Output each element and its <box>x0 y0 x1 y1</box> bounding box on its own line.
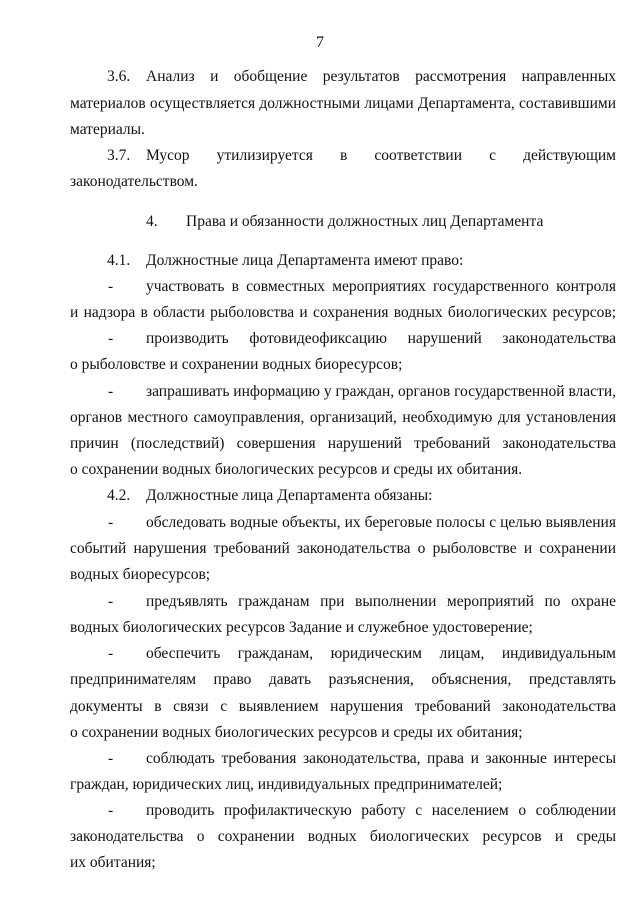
right-1-line-1: участвовать в совместных мероприятиях государственного контроля <box>146 278 616 295</box>
duty-5-line-3: их обитания; <box>70 854 156 871</box>
clause-number-3-7: 3.7. <box>107 147 131 164</box>
bullet-dash: - <box>108 645 114 662</box>
clause-4-1-text: Должностные лица Департамента имеют право: <box>146 252 464 269</box>
duty-1-line-2: событий нарушения требований законодательства о рыболовстве и сохранении <box>70 540 616 557</box>
duty-3-line-2: предпринимателям право давать разъяснения, объяснения, представлять <box>70 671 616 688</box>
bullet-dash: - <box>108 330 114 347</box>
section-4-number: 4. <box>146 213 158 230</box>
bullet-dash: - <box>108 750 114 767</box>
right-2-line-2: о рыболовстве и сохранении водных биоресурсов; <box>70 356 403 373</box>
duty-3-line-4: о сохранении водных биологических ресурсов и среды их обитания; <box>70 724 523 741</box>
right-2-line-1: производить фотовидеофиксацию нарушений законодательства <box>146 330 616 347</box>
bullet-dash: - <box>108 802 114 819</box>
bullet-dash: - <box>108 278 114 295</box>
duty-4-line-2: граждан, юридических лиц, индивидуальных предпринимателей; <box>70 776 503 793</box>
clause-3-7-line-1: Мусор утилизируется в соответствии с действующим <box>146 147 616 164</box>
clause-4-2-text: Должностные лица Департамента обязаны: <box>146 487 433 504</box>
clause-number-4-1: 4.1. <box>107 252 131 269</box>
right-3-line-4: о сохранении водных биологических ресурсов и среды их обитания. <box>70 461 523 478</box>
bullet-dash: - <box>108 514 114 531</box>
duty-1-line-3: водных биоресурсов; <box>70 566 211 583</box>
duty-5-line-1: проводить профилактическую работу с населением о соблюдении <box>146 802 616 819</box>
right-3-line-1: запрашивать информацию у граждан, органов государственной власти, <box>146 383 616 400</box>
duty-3-line-3: документы в связи с выявлением нарушения требований законодательства <box>70 698 616 715</box>
bullet-dash: - <box>108 593 114 610</box>
clause-3-6-line-1: Анализ и обобщение результатов рассмотрения направленных <box>146 68 616 85</box>
right-3-line-2: органов местного самоуправления, организаций, необходимую для установления <box>70 409 616 426</box>
section-4-title: Права и обязанности должностных лиц Департамента <box>186 213 544 230</box>
clause-3-6-line-2: материалов осуществляется должностными лицами Департамента, составившими <box>70 95 616 112</box>
clause-3-7-line-2: законодательством. <box>70 173 198 190</box>
clause-number-3-6: 3.6. <box>107 68 131 85</box>
duty-2-line-2: водных биологических ресурсов Задание и служебное удостоверение; <box>70 619 533 636</box>
duty-5-line-2: законодательства о сохранении водных биологических ресурсов и среды <box>70 828 616 845</box>
page-number: 7 <box>316 34 324 51</box>
right-1-line-2: и надзора в области рыболовства и сохранения водных биологических ресурсов; <box>70 304 616 321</box>
duty-2-line-1: предъявлять гражданам при выполнении мероприятий по охране <box>146 593 616 610</box>
bullet-dash: - <box>108 383 114 400</box>
duty-1-line-1: обследовать водные объекты, их береговые полосы с целью выявления <box>146 514 616 531</box>
clause-number-4-2: 4.2. <box>107 487 131 504</box>
duty-3-line-1: обеспечить гражданам, юридическим лицам, индивидуальным <box>146 645 616 662</box>
clause-3-6-line-3: материалы. <box>70 121 145 138</box>
right-3-line-3: причин (последствий) совершения нарушений требований законодательства <box>70 435 616 452</box>
duty-4-line-1: соблюдать требования законодательства, права и законные интересы <box>146 750 616 767</box>
